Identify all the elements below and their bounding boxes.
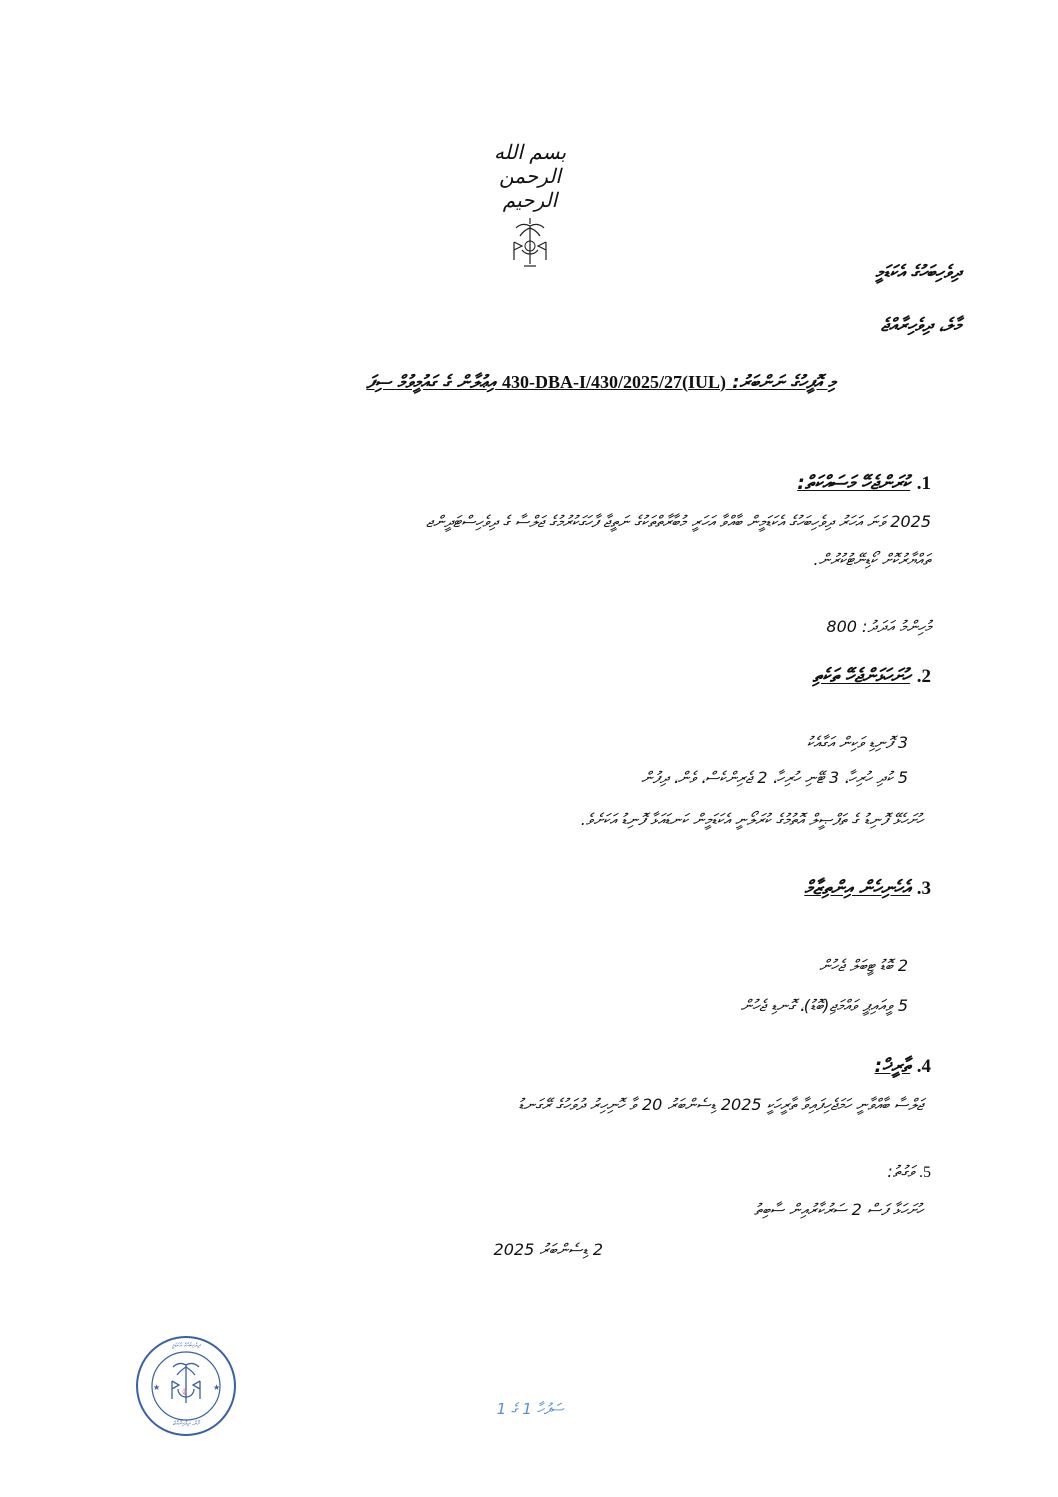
bismillah-calligraphy: بسم الله الرحمن الرحيم [493,140,567,212]
section-1-line: މުހިންމު އަދަދު: 800 [826,617,931,636]
section-number: 5. [919,1164,931,1181]
institution-name: ދިވެހިބަހުގެ އެކަޑަމީ [875,262,961,283]
section-3-line: 2 ބޮޑު ޓީބަލް ޖެހުން [819,956,908,975]
section-number: 4. [916,1056,931,1077]
section-3-heading [804,877,931,900]
section-2-line: ހުށަހެޅޭ ފޮނިޑު ގެ ތަފްޞީލް އޮތުމުގެ ކުރަލޯނީ އެކަޑަމީން ކަނޑައަޅާ ފޮނިޑު އަކަށެވެ. [580,810,923,829]
section-2-line: 3 ފޮނިޑި ވަކިން އަގާއެކު [806,733,908,752]
institution-location: މާލެ، ދިވެހިރާއްޖެ [880,315,961,336]
section-title: ތާރީޚް: [874,1055,911,1077]
section-1-heading [797,472,931,495]
section-2-line: 5 ކުދި ހުރިހާ، 3 ޓޭނި ހުރިހާ، 2 ޖެރިންކެސް، ވެން، ދިފުން [641,768,908,787]
title-reference-number: (IUL)430-DBA-I/430/2025/27 [501,372,726,392]
section-4-line: ޖަލްސާ ބާއްވާނީ ހަމަޖެހިފައިވާ ތާރީހަކީ 2025 ޑިސެންބަރު 20 ވާ ހޮނިހިރު ދުވަހުގެ ރޭގަނޑު [518,1095,923,1114]
title-subject: އިޢުލާން ގެ ގައުމީވުމް ސިފަ [366,372,496,393]
header-logo-block [470,140,590,280]
section-5-heading [887,1162,931,1182]
section-1-line: ތައްޔާރުކޮށް ކޯޑިނޭޓުކުރުން. [813,550,931,569]
svg-text:☾: ☾ [181,1388,191,1398]
document-title [366,372,836,393]
seal-text-top: ދިވެހިބަހުގެ އެކަޑަމީ [171,1342,201,1349]
section-2-heading [813,665,931,688]
section-5-line: ހުށަހަޅާ ފަސް 2 ސަރުކާރުއިން ސާބިތު [754,1200,923,1219]
section-number: 3. [916,878,931,899]
section-title: ވަގުތު: [887,1162,914,1181]
section-title: އެހެނިހެން އިންތިޒާމް [804,877,911,899]
section-1-line: 2025 ވަނަ އަހަރު ދިވެހިބަހުގެ އެކަޑަމީން ބާއްވާ އަހަރީ މުބާރާތްތަކުގެ ނަތީޖާ ފާހަގަކުރުމުގެ ޖަލްސާ ގެ ދިވެހިސްޓަދީންޖ [425,512,931,531]
section-number: 1. [916,473,931,494]
section-3-line: 5 ވީއައިޕީ ވައްމަޖި(ބޮޑު)، ގޮނޑި ޖެހުން [740,996,908,1015]
section-4-heading [875,1055,931,1078]
svg-text:★: ★ [153,1383,161,1392]
section-title: ހުށަހަޅަންޖެހޭ ތަކެތި [812,665,911,687]
page-number: ސަފުހާ 1 ގެ 1 [496,1400,564,1418]
seal-text-bottom: މާލެ، ދިވެހިރާއްޖެ [172,1420,200,1427]
svg-text:★: ★ [213,1383,221,1392]
title-reference-label: މި އޮފީހުގެ ނަންބަރު: [732,372,836,393]
section-title: ކުރަންޖެހޭ މަސައްކަތް: [797,472,911,494]
state-emblem-icon [500,216,560,276]
section-number: 2. [916,666,931,687]
issue-date: 2 ޑިސެންބަރު 2025 [493,1240,603,1259]
